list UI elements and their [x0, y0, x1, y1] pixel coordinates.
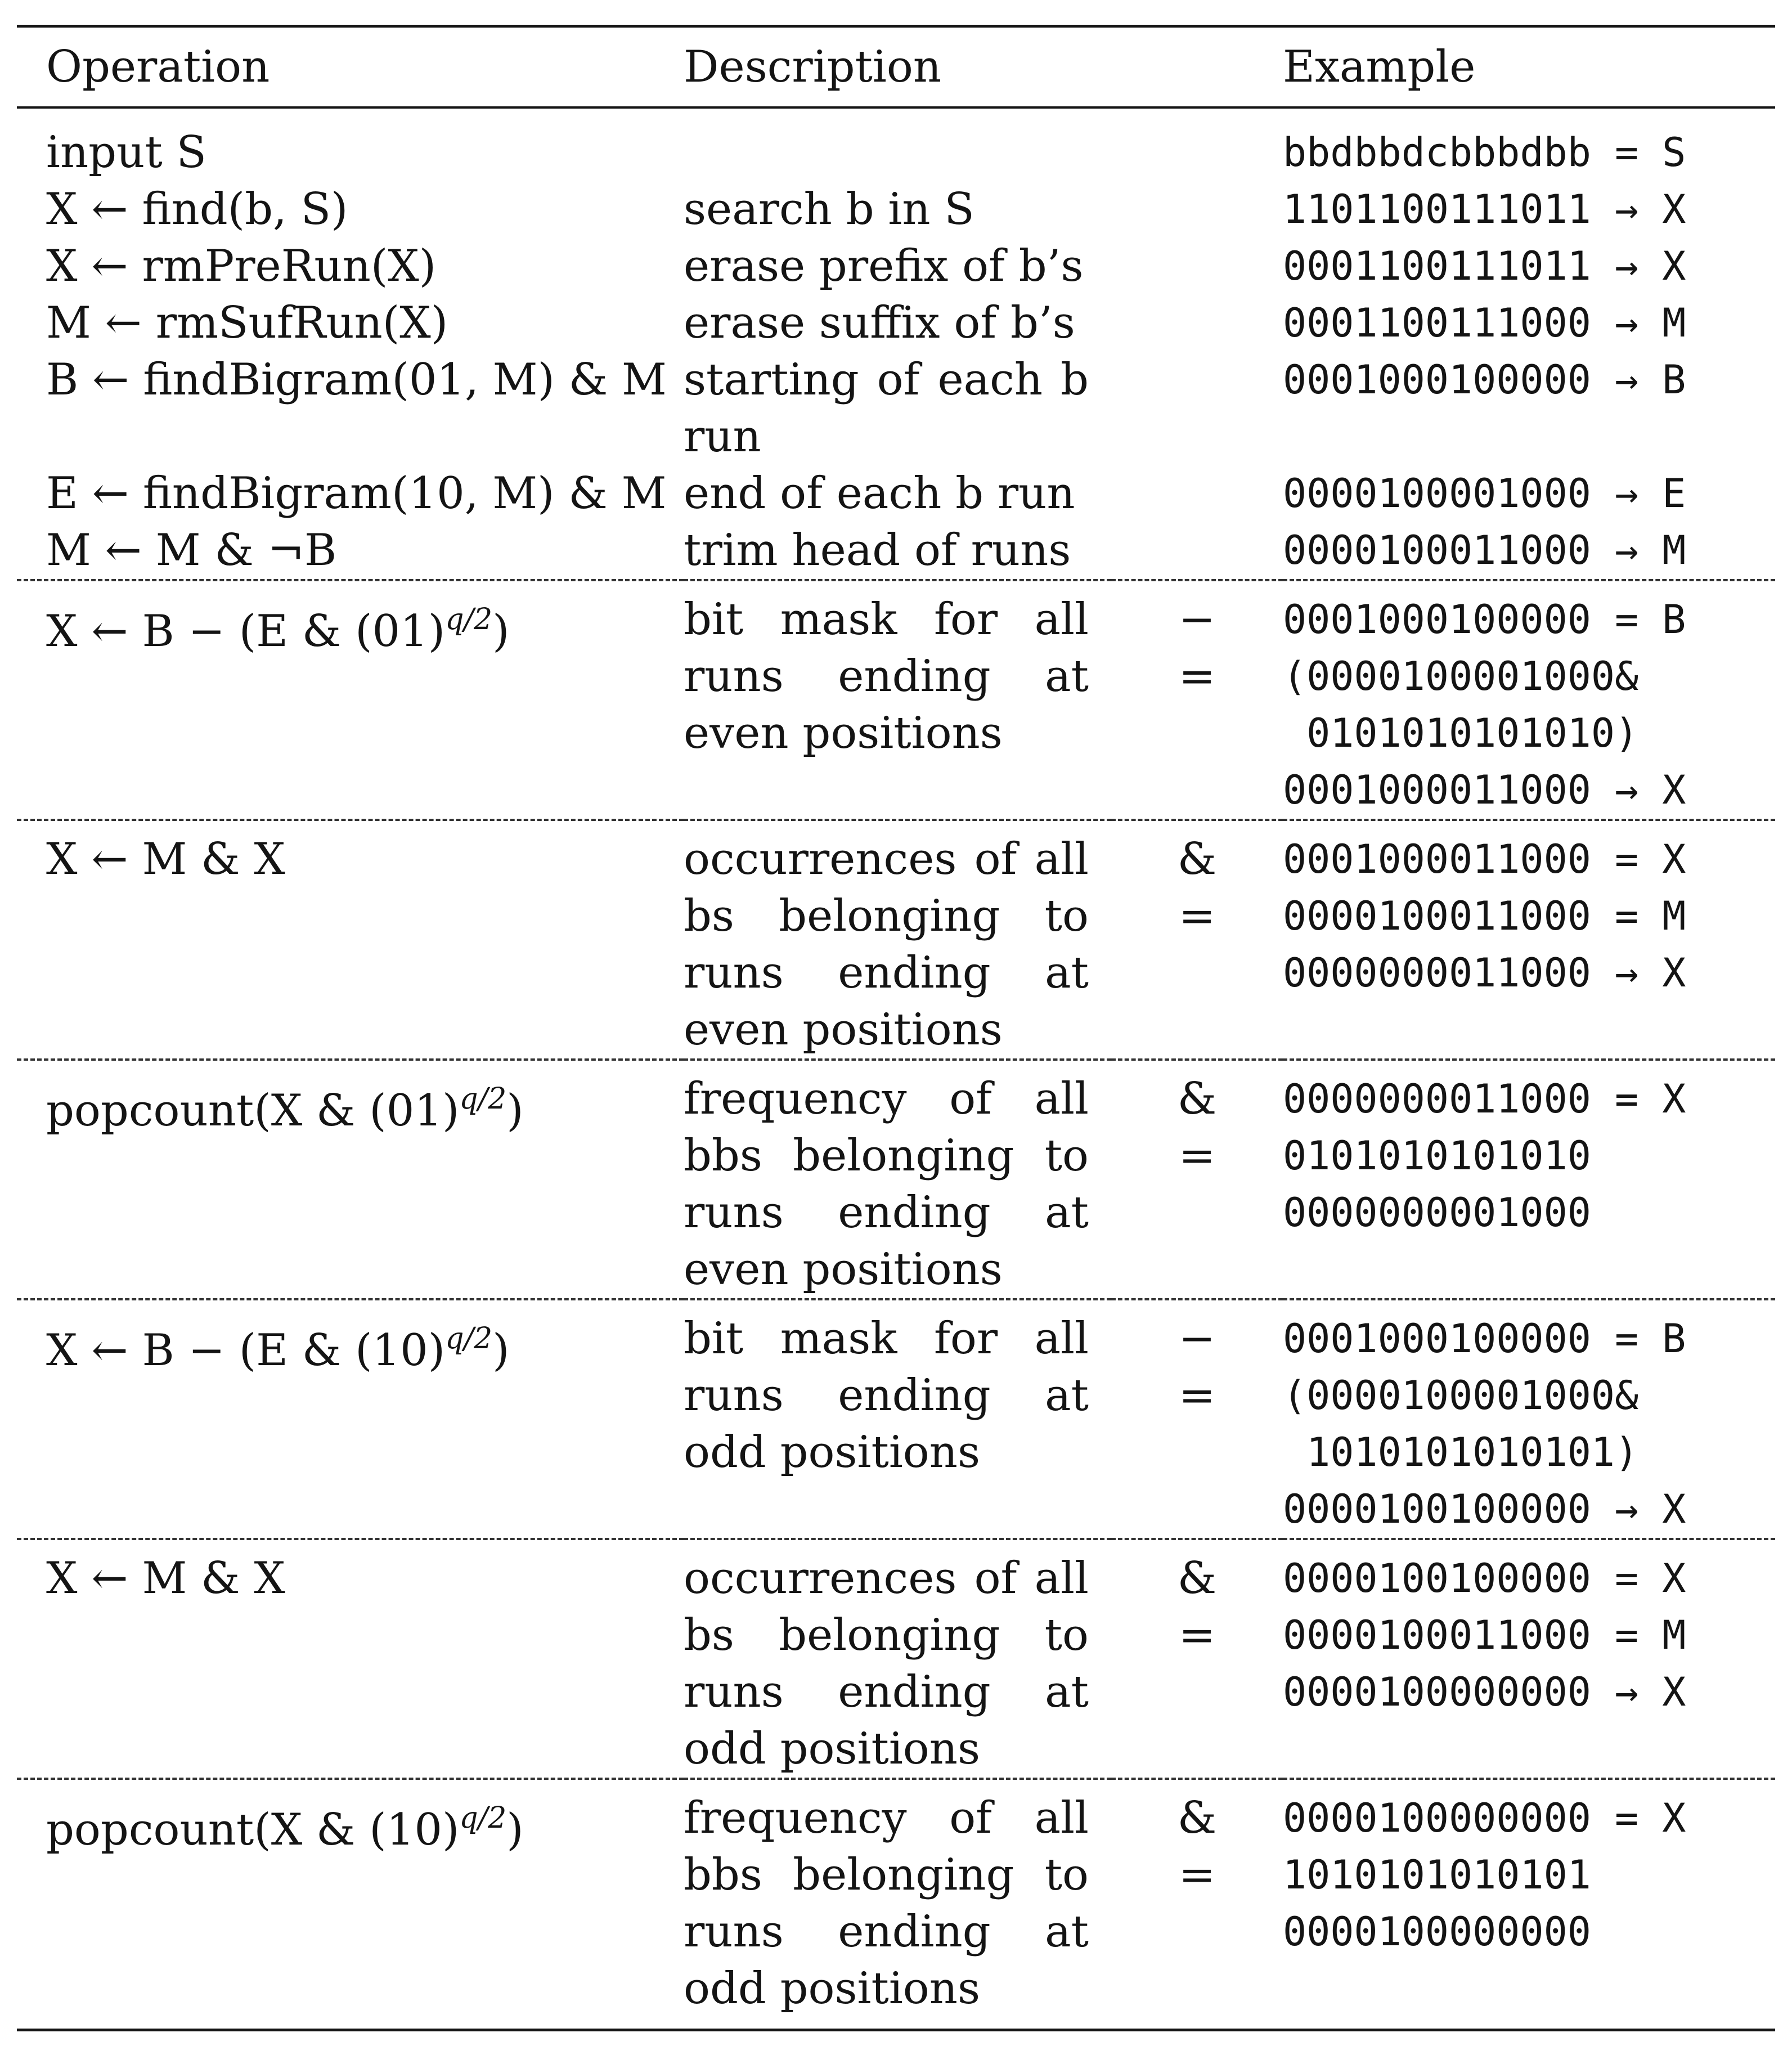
example-line: 0000100011000 = M [1283, 1612, 1686, 1658]
operator-symbol: = [1178, 1850, 1216, 1900]
operation-tail: ) [506, 1085, 524, 1136]
operation-text: X ← B − (E & (10) [46, 1325, 446, 1376]
operation-cell: input S [46, 127, 206, 178]
description-cell: trim head of runs [684, 525, 1071, 576]
operation-cell [17, 1299, 684, 1539]
example-line: 0000100011000 → M [1283, 527, 1686, 573]
example-line: (0000100001000& [1283, 653, 1639, 699]
description-text: frequency of all bbs belonging to runs ending at odd positions [684, 1793, 1089, 2014]
exponent: q/2 [459, 1082, 507, 1116]
example-line: 0001100111000 → M [1283, 300, 1686, 346]
example-line: 0101010101010 [1283, 1133, 1591, 1179]
operator-cell [1111, 1060, 1283, 1299]
example-line: 0101010101010) [1283, 710, 1639, 756]
table-row [17, 580, 1775, 820]
example-cell [1283, 1060, 1775, 1299]
description-cell: erase suffix of b’s [684, 298, 1075, 348]
description-cell [684, 1779, 1111, 2030]
table-row [17, 465, 1775, 522]
operation-cell: X ← find(b, S) [46, 184, 348, 235]
example-line: 0000000001000 [1283, 1190, 1591, 1236]
table-row [17, 820, 1775, 1060]
operator-symbol: & [1177, 1074, 1217, 1124]
description-text: starting of each b run [684, 355, 1089, 462]
operation-cell [17, 1779, 684, 2030]
operator-symbol: = [1178, 651, 1216, 702]
operations-table [17, 25, 1775, 2031]
description-cell: search b in S [684, 184, 974, 235]
operator-cell [1111, 1779, 1283, 2030]
table-row [17, 1299, 1775, 1539]
operator-symbol: & [1177, 834, 1217, 885]
description-cell: end of each b run [684, 468, 1075, 519]
operator-cell [1111, 580, 1283, 820]
header-description: Description [684, 26, 1111, 108]
description-cell [684, 580, 1111, 820]
example-cell [1283, 522, 1775, 580]
example-cell [1283, 238, 1775, 295]
example-cell [1283, 465, 1775, 522]
operator-cell [1111, 1299, 1283, 1539]
example-line: 0000000011000 → X [1283, 950, 1686, 996]
table-row [17, 181, 1775, 238]
description-text: occurrences of all bs belonging to runs ending at odd positions [684, 1553, 1089, 1774]
example-line: 1010101010101) [1283, 1429, 1639, 1475]
operation-cell [17, 580, 684, 820]
example-cell [1283, 580, 1775, 820]
table-row [17, 522, 1775, 580]
example-cell [1283, 181, 1775, 238]
operation-cell: X ← rmPreRun(X) [46, 241, 437, 291]
description-cell [684, 107, 1111, 181]
operator-symbol: = [1178, 1370, 1216, 1421]
example-line: 0000100000000 = X [1283, 1795, 1686, 1841]
description-cell: erase prefix of b’s [684, 241, 1084, 291]
operation-text: popcount(X & (10) [46, 1805, 460, 1855]
example-line: 0000100100000 = X [1283, 1555, 1686, 1601]
header-example: Example [1283, 26, 1775, 108]
example-line: (0000100001000& [1283, 1372, 1639, 1419]
example-line: 0000100000000 [1283, 1909, 1591, 1955]
example-cell [1283, 1779, 1775, 2030]
operator-symbol: & [1177, 1793, 1217, 1843]
example-cell [1283, 820, 1775, 1060]
operation-cell: M ← rmSufRun(X) [46, 298, 448, 348]
table-row [17, 1539, 1775, 1779]
table-row [17, 107, 1775, 181]
description-cell [684, 1299, 1111, 1539]
operation-tail: ) [492, 1325, 510, 1376]
description-text: bit mask for all runs ending at odd positions [684, 1313, 1089, 1478]
example-line: bbdbbdcbbbdbb = S [1283, 129, 1686, 176]
example-line: 0000100011000 = M [1283, 893, 1686, 939]
example-line: 0001000100000 = B [1283, 596, 1686, 643]
description-cell [684, 820, 1111, 1060]
example-line: 0000100000000 → X [1283, 1669, 1686, 1715]
description-cell [684, 352, 1111, 465]
example-line: 0000100001000 → E [1283, 470, 1686, 517]
operation-cell: B ← findBigram(01, M) & M [46, 355, 667, 405]
example-cell [1283, 107, 1775, 181]
operator-cell [1111, 820, 1283, 1060]
header-row [17, 26, 1775, 108]
example-line: 0001000011000 = X [1283, 836, 1686, 882]
example-line: 1010101010101 [1283, 1852, 1591, 1898]
operation-cell: X ← M & X [17, 820, 684, 1060]
operator-symbol: & [1177, 1553, 1217, 1604]
example-cell [1283, 1299, 1775, 1539]
example-line: 0001100111011 → X [1283, 243, 1686, 289]
operator-cell [1111, 1539, 1283, 1779]
description-text: bit mask for all runs ending at even positions [684, 594, 1089, 759]
table-row [17, 295, 1775, 352]
example-cell [1283, 1539, 1775, 1779]
table-row [17, 238, 1775, 295]
operation-cell: E ← findBigram(10, M) & M [46, 468, 667, 519]
operation-text: popcount(X & (01) [46, 1085, 460, 1136]
example-cell [1283, 295, 1775, 352]
operator-symbol: = [1178, 1610, 1216, 1661]
example-cell [1283, 352, 1775, 465]
header-operation: Operation [17, 26, 684, 108]
operator-symbol: − [1178, 594, 1216, 645]
operation-cell: X ← M & X [17, 1539, 684, 1779]
exponent: q/2 [459, 1801, 507, 1835]
exponent: q/2 [445, 1322, 493, 1356]
table-row [17, 352, 1775, 465]
description-text: occurrences of all bs belonging to runs ending at even positions [684, 834, 1089, 1055]
description-text: frequency of all bbs belonging to runs ending at even positions [684, 1074, 1089, 1295]
example-line: 0000000011000 = X [1283, 1076, 1686, 1122]
description-cell [684, 1060, 1111, 1299]
example-line: 0001000011000 → X [1283, 767, 1686, 813]
description-cell [684, 1539, 1111, 1779]
operator-symbol: − [1178, 1313, 1216, 1364]
example-line: 1101100111011 → X [1283, 186, 1686, 232]
operator-symbol: = [1178, 891, 1216, 941]
operator-symbol: = [1178, 1130, 1216, 1181]
operation-tail: ) [506, 1805, 524, 1855]
operation-cell: M ← M & ¬B [46, 525, 337, 576]
table-row [17, 1060, 1775, 1299]
example-line: 0001000100000 = B [1283, 1316, 1686, 1362]
operation-cell [17, 1060, 684, 1299]
example-line: 0001000100000 → B [1283, 357, 1686, 403]
exponent: q/2 [445, 603, 493, 636]
operation-text: X ← B − (E & (01) [46, 606, 446, 657]
operation-tail: ) [492, 606, 510, 657]
example-line: 0000100100000 → X [1283, 1486, 1686, 1532]
table-row [17, 1779, 1775, 2030]
